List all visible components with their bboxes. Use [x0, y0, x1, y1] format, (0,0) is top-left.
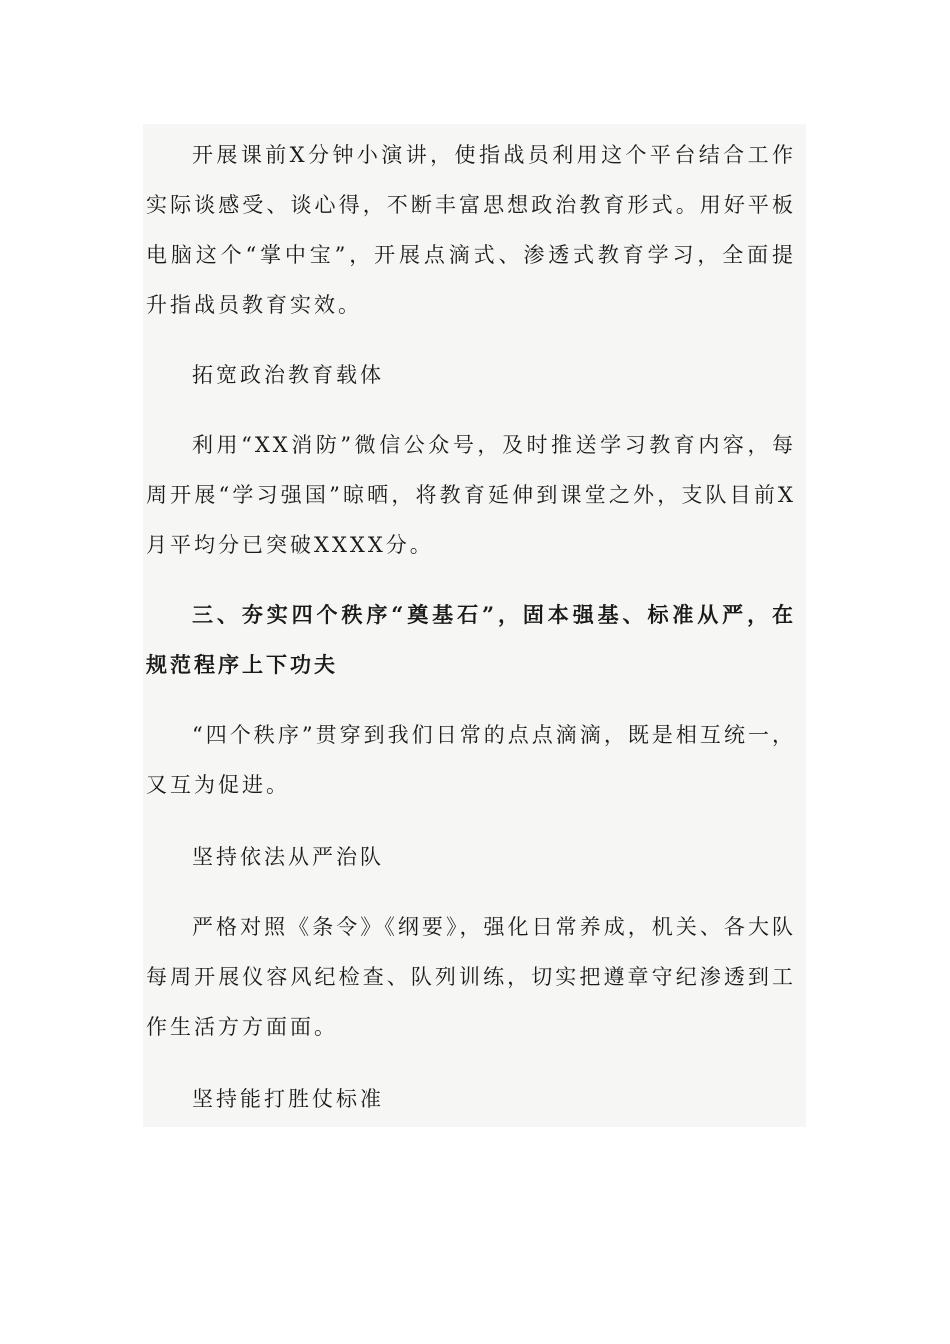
- document-page: [143, 124, 806, 1127]
- subheading-paragraph: 坚持依法从严治队: [192, 845, 384, 869]
- body-paragraph: 严格对照《条令》《纲要》，强化日常养成，机关、各大队每周开展仪容风纪检查、队列训练，切实把遵章守纪渗透到工作生活方方面面。: [146, 915, 796, 1039]
- subheading-paragraph: 拓宽政治教育载体: [192, 363, 384, 387]
- body-paragraph: 开展课前X分钟小演讲，使指战员利用这个平台结合工作实际谈感受、谈心得，不断丰富思想政治教育形式。用好平板电脑这个“掌中宝”，开展点滴式、渗透式教育学习，全面提升指战员教育实效。: [146, 143, 796, 317]
- body-paragraph: 利用“XX消防”微信公众号，及时推送学习教育内容，每周开展“学习强国”晾晒，将教育延伸到课堂之外，支队目前X月平均分已突破XXXX分。: [146, 433, 796, 557]
- subheading-paragraph: 坚持能打胜仗标准: [192, 1087, 384, 1111]
- section-heading: 三、夯实四个秩序“奠基石”，固本强基、标准从严，在规范程序上下功夫: [146, 602, 796, 677]
- body-paragraph: “四个秩序”贯穿到我们日常的点点滴滴，既是相互统一，又互为促进。: [146, 723, 796, 797]
